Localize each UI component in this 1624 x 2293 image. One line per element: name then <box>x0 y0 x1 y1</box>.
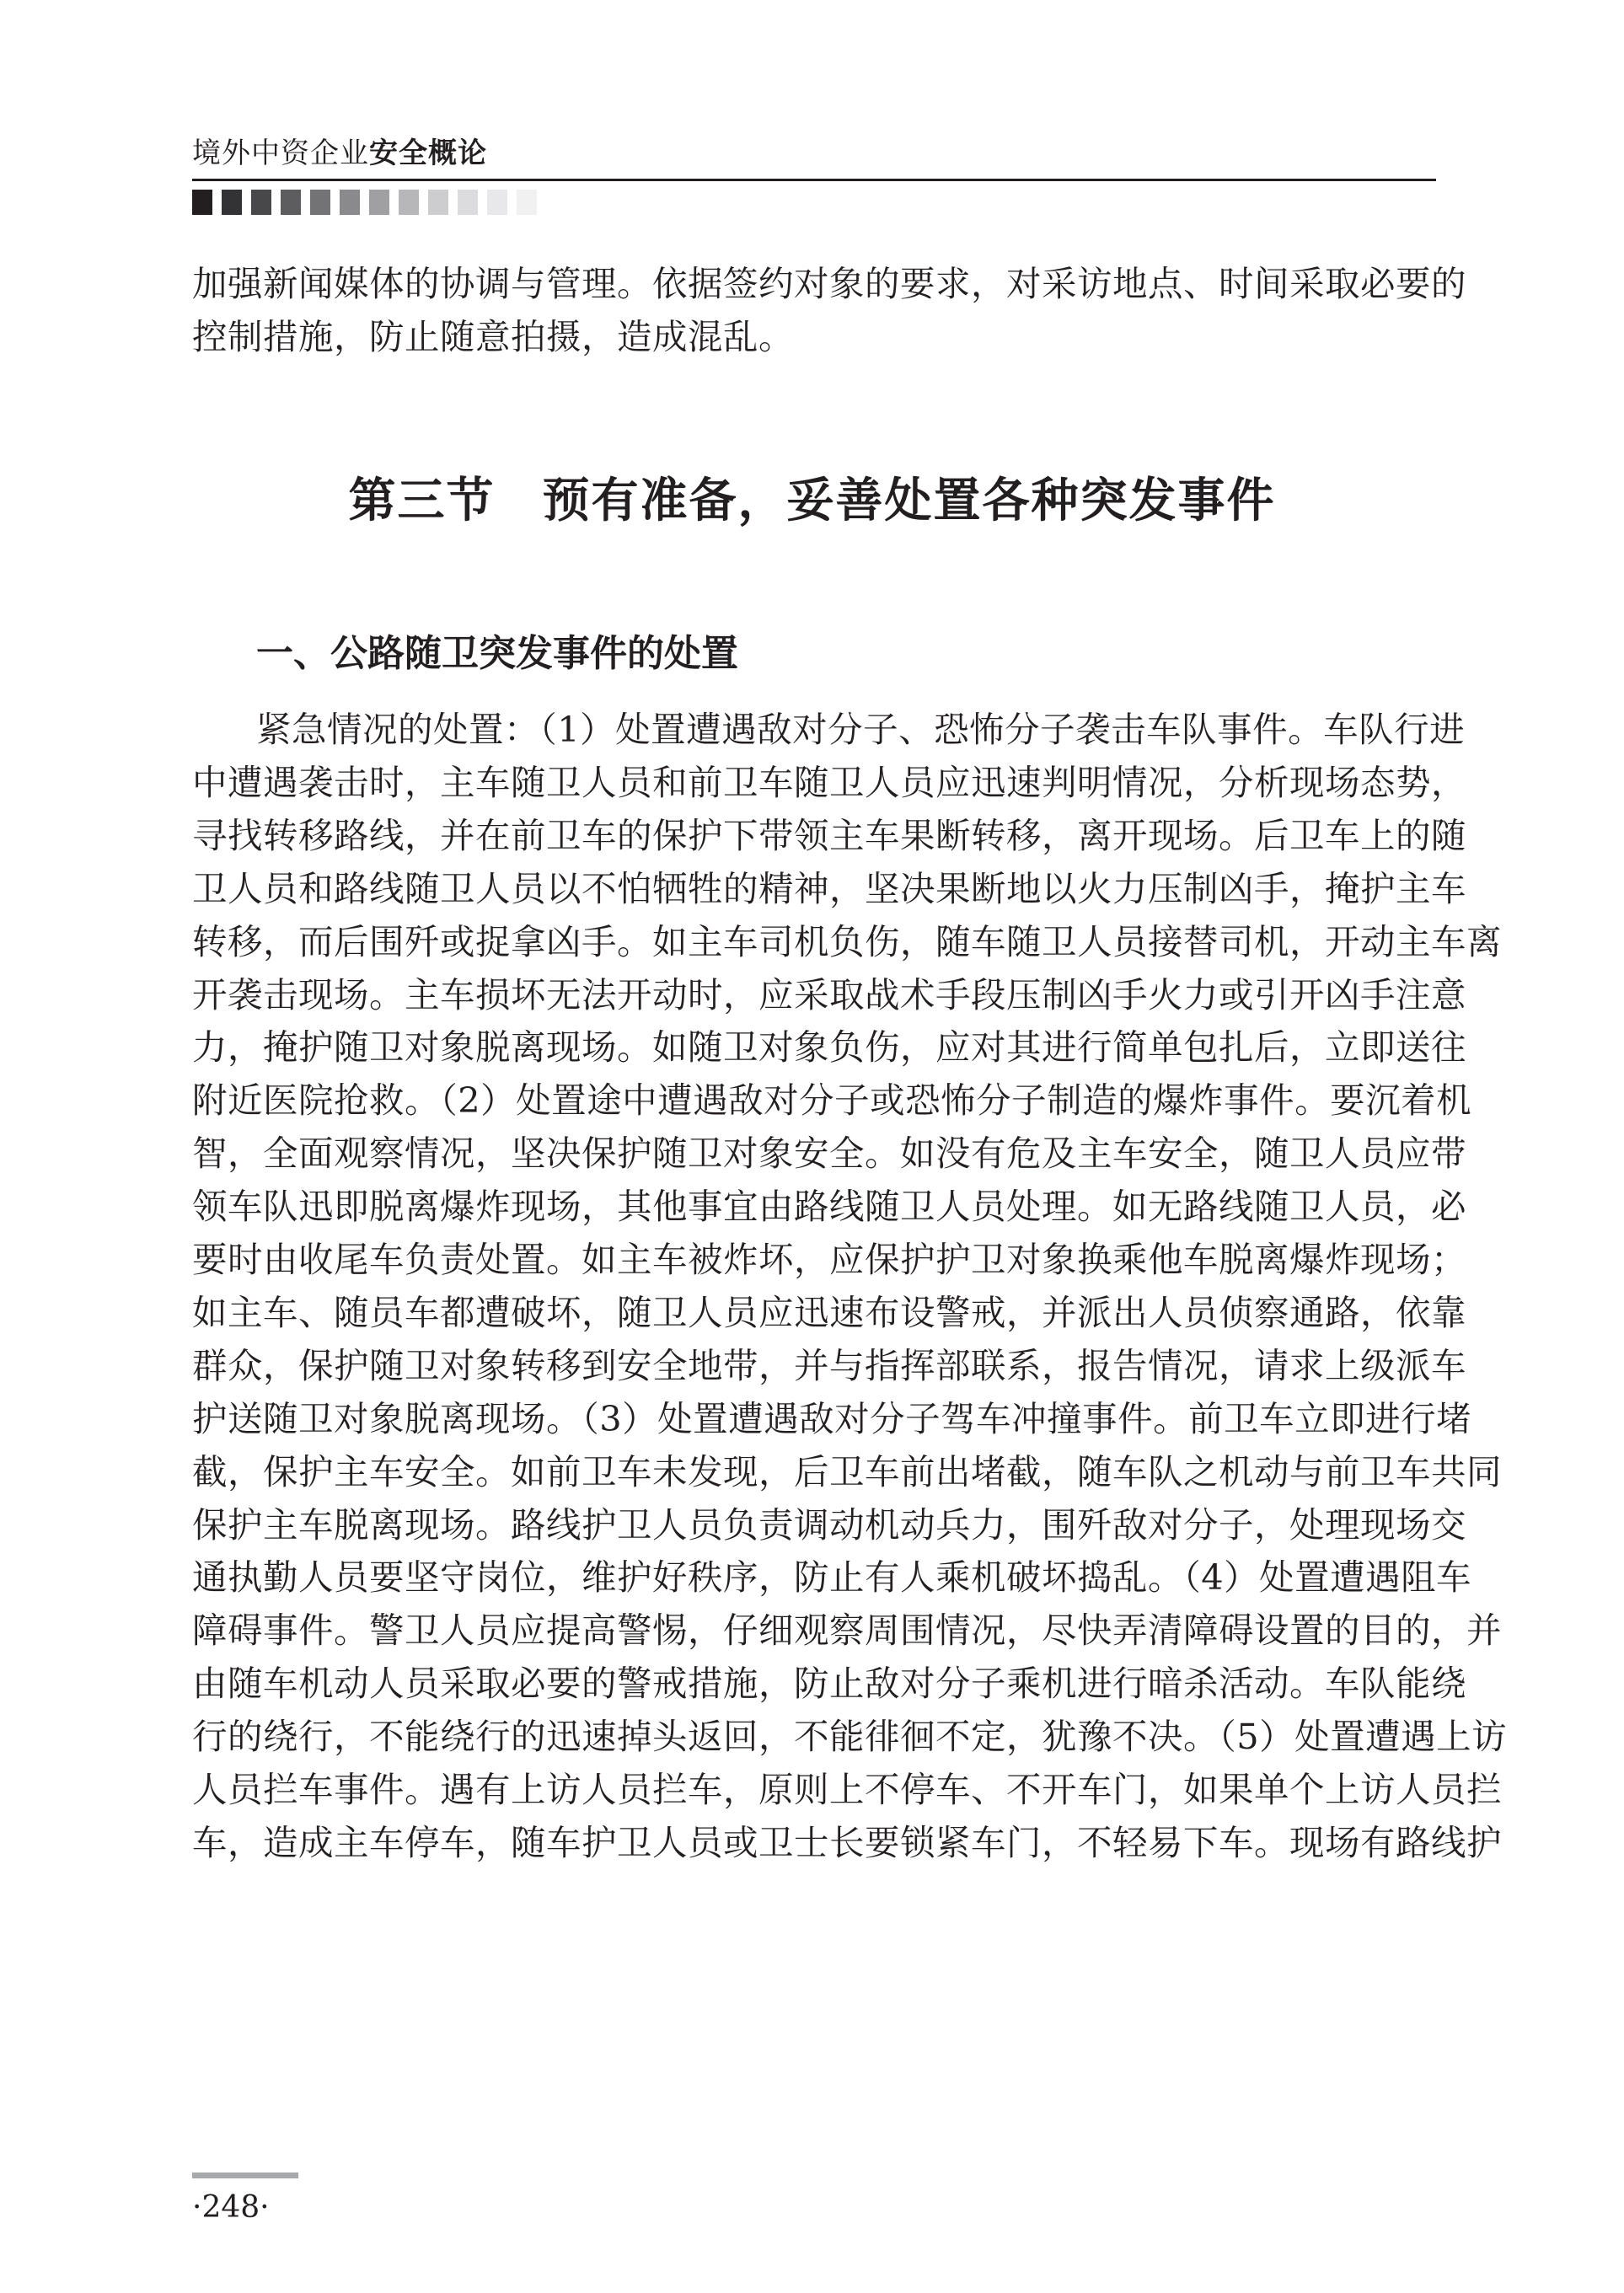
section-heading-text: 预有准备，妥善处置各种突发事件 <box>542 474 1276 528</box>
text-line: 紧急情况的处置：（1）处置遭遇敌对分子、恐怖分子袭击车队事件。车队行进 <box>256 709 1466 750</box>
text-line: 开袭击现场。主车损坏无法开动时，应采取战术手段压制凶手火力或引开凶手注意 <box>192 973 1467 1015</box>
text-line: 通执勤人员要坚守岗位，维护好秩序，防止有人乘机破坏捣乱。（4）处置遭遇阻车 <box>192 1556 1472 1599</box>
decoration-square <box>310 190 330 215</box>
text-line: 如主车、随员车都遭破坏，随卫人员应迅速布设警戒，并派出人员侦察通路，依靠 <box>192 1291 1467 1333</box>
book-title-regular: 境外中资企业 <box>192 137 369 170</box>
subsection-title: 一、公路随卫突发事件的处置 <box>256 632 738 675</box>
text-line: 由随车机动人员采取必要的警戒措施，防止敌对分子乘机进行暗杀活动。车队能绕 <box>192 1663 1467 1705</box>
text-line: 力，掩护随卫对象脱离现场。如随卫对象负伤，应对其进行简单包扎后，立即送往 <box>192 1026 1467 1069</box>
page-number: ·248· <box>192 2190 270 2225</box>
text-line: 截，保护主车安全。如前卫车未发现，后卫车前出堵截，随车队之机动与前卫车共同 <box>192 1450 1503 1492</box>
decoration-square <box>517 190 537 215</box>
section-title <box>0 472 1624 531</box>
text-line: 中遭遇袭击时，主车随卫人员和前卫车随卫人员应迅速判明情况，分析现场态势， <box>192 761 1467 803</box>
running-header <box>192 137 487 170</box>
text-line: 群众，保护随卫对象转移到安全地带，并与指挥部联系，报告情况，请求上级派车 <box>192 1344 1467 1386</box>
text-line: 控制措施，防止随意拍摄，造成混乱。 <box>192 316 795 357</box>
section-number: 第三节 <box>348 474 496 528</box>
decoration-square <box>369 190 389 215</box>
text-line: 领车队迅即脱离爆炸现场，其他事宜由路线随卫人员处理。如无路线随卫人员，必 <box>192 1186 1467 1228</box>
text-line: 转移，而后围歼或捉拿凶手。如主车司机负伤，随车随卫人员接替司机，开动主车离 <box>192 920 1503 962</box>
text-line: 要时由收尾车负责处置。如主车被炸坏，应保护护卫对象换乘他车脱离爆炸现场； <box>192 1239 1467 1280</box>
text-line: 寻找转移路线，并在前卫车的保护下带领主车果断转移，离开现场。后卫车上的随 <box>192 814 1467 856</box>
decoration-square <box>281 190 301 215</box>
decoration-square <box>487 190 507 215</box>
decoration-square <box>192 190 212 215</box>
decoration-square <box>399 190 419 215</box>
footer-bar <box>192 2172 298 2178</box>
header-rule <box>192 179 1436 181</box>
text-line: 附近医院抢救。（2）处置途中遭遇敌对分子或恐怖分子制造的爆炸事件。要沉着机 <box>192 1080 1472 1122</box>
decoration-square <box>251 190 271 215</box>
text-line: 护送随卫对象脱离现场。（3）处置遭遇敌对分子驾车冲撞事件。前卫车立即进行堵 <box>192 1397 1472 1439</box>
text-line: 人员拦车事件。遇有上访人员拦车，原则上不停车、不开车门，如果单个上访人员拦 <box>192 1769 1503 1810</box>
decoration-square <box>458 190 478 215</box>
text-line: 智，全面观察情况，坚决保护随卫对象安全。如没有危及主车安全，随卫人员应带 <box>192 1133 1467 1175</box>
text-line: 障碍事件。警卫人员应提高警惕，仔细观察周围情况，尽快弄清障碍设置的目的，并 <box>192 1610 1503 1652</box>
text-line: 加强新闻媒体的协调与管理。依据签约对象的要求，对采访地点、时间采取必要的 <box>192 263 1467 304</box>
text-line: 保护主车脱离现场。路线护卫人员负责调动机动兵力，围歼敌对分子，处理现场交 <box>192 1503 1467 1546</box>
decoration-square <box>222 190 242 215</box>
decoration-square <box>428 190 448 215</box>
text-line: 卫人员和路线随卫人员以不怕牺牲的精神，坚决果断地以火力压制凶手，掩护主车 <box>192 867 1467 909</box>
text-line: 车，造成主车停车，随车护卫人员或卫士长要锁紧车门，不轻易下车。现场有路线护 <box>192 1821 1503 1863</box>
book-title-bold: 安全概论 <box>369 137 487 170</box>
decoration-square <box>340 190 360 215</box>
text-line: 行的绕行，不能绕行的迅速掉头返回，不能徘徊不定，犹豫不决。（5）处置遭遇上访 <box>192 1716 1508 1758</box>
